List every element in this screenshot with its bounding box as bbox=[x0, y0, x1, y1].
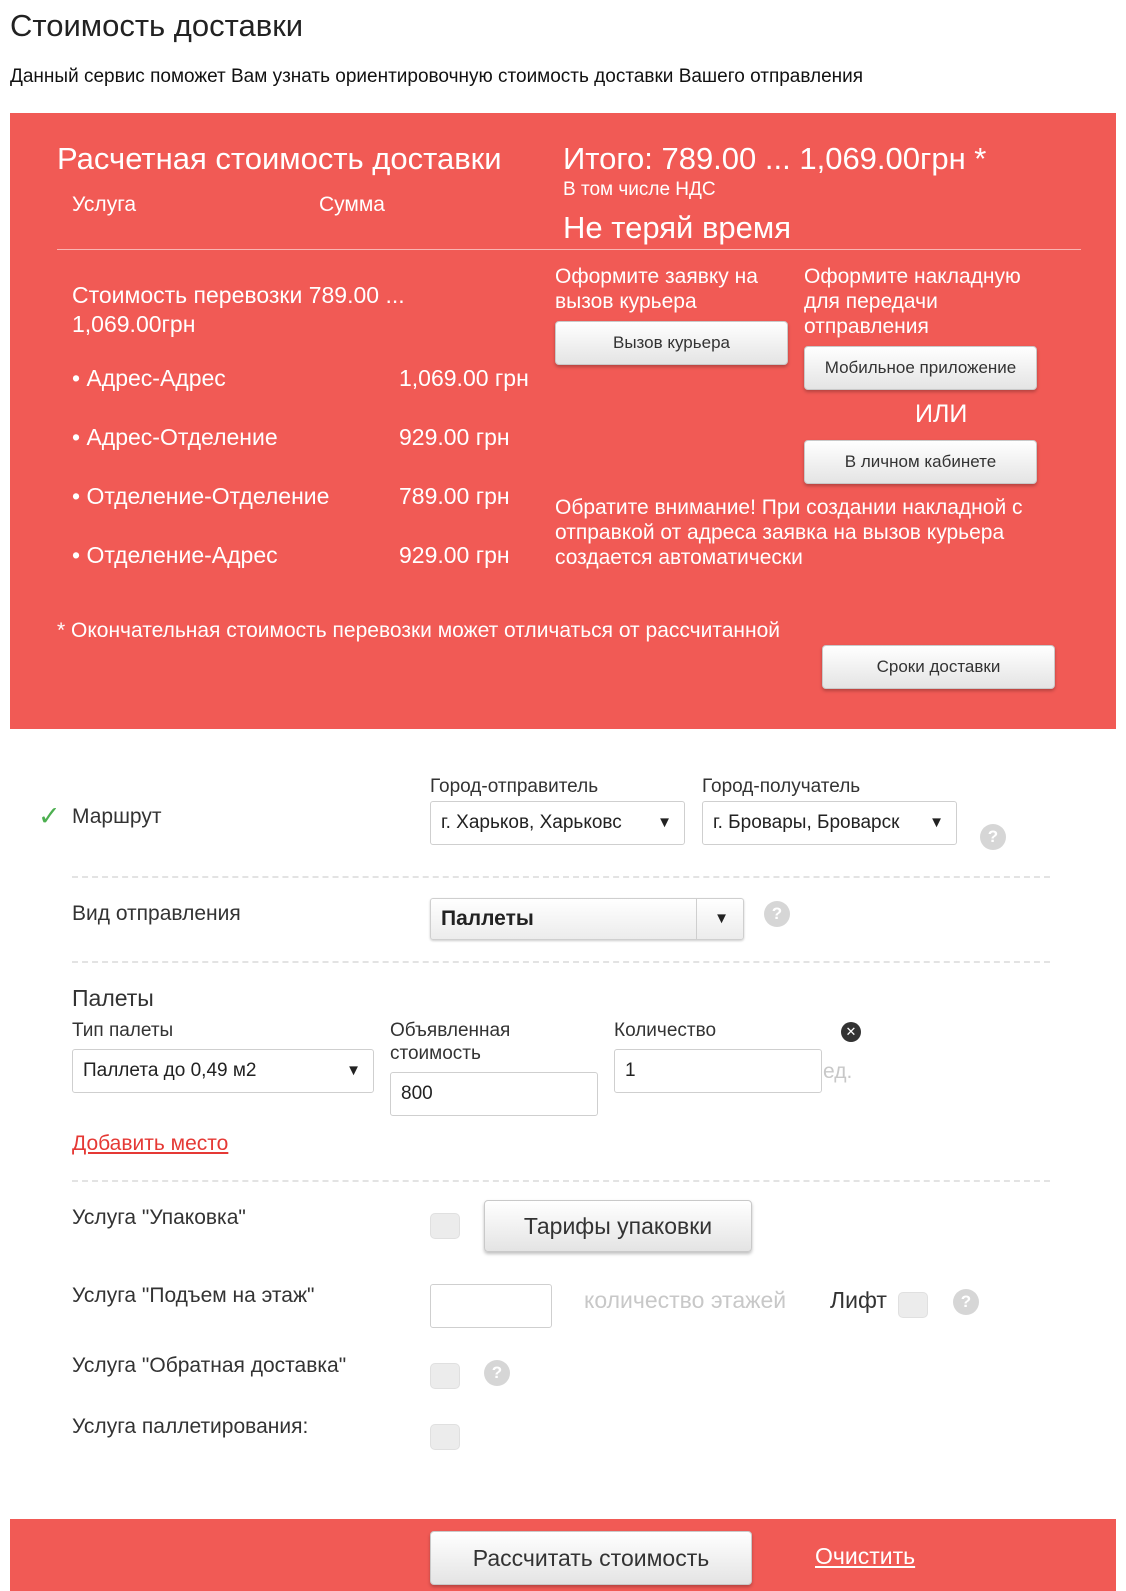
palletizing-label: Услуга паллетирования: bbox=[72, 1415, 309, 1438]
floor-label: Услуга "Подъем на этаж" bbox=[72, 1284, 315, 1307]
price-footnote: * Окончательная стоимость перевозки может отличаться от рассчитанной bbox=[57, 619, 780, 642]
packing-tariffs-button[interactable]: Тарифы упаковки bbox=[484, 1200, 752, 1252]
promo-heading: Не теряй время bbox=[563, 210, 791, 245]
shipment-type-select[interactable] bbox=[430, 898, 744, 940]
chevron-down-icon: ▼ bbox=[346, 1062, 361, 1079]
chevron-down-icon: ▼ bbox=[929, 814, 944, 831]
divider bbox=[72, 876, 1050, 878]
receiver-city-label: Город-получатель bbox=[702, 776, 861, 797]
receiver-city-select[interactable] bbox=[702, 801, 957, 845]
pallet-type-select[interactable] bbox=[72, 1049, 374, 1093]
palletizing-checkbox[interactable] bbox=[430, 1424, 460, 1450]
rate-row bbox=[72, 483, 552, 510]
rate-row bbox=[72, 365, 552, 392]
pallet-type-label: Тип палеты bbox=[72, 1020, 174, 1041]
action-bar bbox=[10, 1519, 1116, 1591]
receiver-city-value: г. Бровары, Броварск bbox=[713, 812, 900, 833]
personal-cabinet-button[interactable]: В личном кабинете bbox=[804, 440, 1037, 484]
page-subtitle: Данный сервис поможет Вам узнать ориентировочную стоимость доставки Вашего отправления bbox=[10, 66, 864, 87]
call-courier-button[interactable]: Вызов курьера bbox=[555, 321, 788, 365]
pallets-heading: Палеты bbox=[72, 985, 154, 1011]
lift-label: Лифт bbox=[830, 1287, 887, 1313]
result-title: Расчетная стоимость доставки bbox=[57, 141, 502, 176]
rate-amount: 1,069.00 грн bbox=[399, 365, 529, 391]
column-sum-header: Сумма bbox=[319, 193, 385, 216]
delivery-terms-button[interactable]: Сроки доставки bbox=[822, 645, 1055, 689]
result-panel bbox=[10, 113, 1116, 729]
remove-icon[interactable]: ✕ bbox=[841, 1022, 861, 1042]
lift-checkbox[interactable] bbox=[898, 1292, 928, 1318]
quantity-input[interactable]: 1 bbox=[614, 1049, 822, 1093]
help-icon[interactable]: ? bbox=[764, 901, 790, 927]
calculate-button[interactable]: Рассчитать стоимость bbox=[430, 1531, 752, 1585]
help-icon[interactable]: ? bbox=[980, 824, 1006, 850]
calculator-form bbox=[10, 729, 1116, 1519]
help-icon[interactable]: ? bbox=[953, 1289, 979, 1315]
sender-city-select[interactable] bbox=[430, 801, 685, 845]
waybill-text: Оформите накладную для передачи отправления bbox=[804, 265, 1021, 338]
chevron-down-icon: ▼ bbox=[657, 814, 672, 831]
rate-name: • Отделение-Адрес bbox=[72, 542, 278, 568]
or-text: ИЛИ bbox=[915, 400, 968, 428]
return-delivery-checkbox[interactable] bbox=[430, 1363, 460, 1389]
rate-name: • Адрес-Отделение bbox=[72, 424, 278, 450]
clear-link[interactable]: Очистить bbox=[815, 1543, 916, 1569]
route-label: Маршрут bbox=[72, 805, 162, 828]
add-place-link[interactable]: Добавить место bbox=[72, 1132, 229, 1155]
sender-city-value: г. Харьков, Харьковс bbox=[441, 812, 622, 833]
total-price: Итого: 789.00 ... 1,069.00грн * bbox=[563, 141, 987, 176]
packing-checkbox[interactable] bbox=[430, 1213, 460, 1239]
rate-name: • Отделение-Отделение bbox=[72, 483, 329, 509]
return-delivery-label: Услуга "Обратная доставка" bbox=[72, 1354, 347, 1377]
shipment-type-value: Паллеты bbox=[441, 907, 534, 930]
attention-note: Обратите внимание! При создании накладной с отправкой от адреса заявка на вызов курьера создается автоматически bbox=[555, 496, 1023, 569]
declared-value-input[interactable]: 800 bbox=[390, 1072, 598, 1116]
divider bbox=[72, 961, 1050, 963]
rate-amount: 929.00 грн bbox=[399, 424, 510, 450]
declared-value-label: Объявленная стоимость bbox=[390, 1020, 511, 1064]
column-service-header: Услуга bbox=[72, 193, 137, 216]
select-divider bbox=[696, 899, 697, 939]
rate-name: • Адрес-Адрес bbox=[72, 365, 226, 391]
mobile-app-button[interactable]: Мобильное приложение bbox=[804, 346, 1037, 390]
check-icon: ✓ bbox=[38, 801, 61, 831]
divider bbox=[57, 249, 1081, 250]
shipment-type-label: Вид отправления bbox=[72, 902, 241, 925]
help-icon[interactable]: ? bbox=[484, 1360, 510, 1386]
rate-amount: 789.00 грн bbox=[399, 483, 510, 509]
floors-input[interactable] bbox=[430, 1284, 552, 1328]
packing-label: Услуга "Упаковка" bbox=[72, 1206, 246, 1229]
courier-text: Оформите заявку на вызов курьера bbox=[555, 265, 758, 313]
divider bbox=[72, 1180, 1050, 1182]
sender-city-label: Город-отправитель bbox=[430, 776, 599, 797]
unit-label: ед. bbox=[823, 1060, 853, 1083]
quantity-label: Количество bbox=[614, 1020, 717, 1041]
rate-amount: 929.00 грн bbox=[399, 542, 510, 568]
rate-row bbox=[72, 424, 552, 451]
vat-note: В том числе НДС bbox=[563, 179, 716, 200]
chevron-down-icon: ▼ bbox=[714, 910, 729, 927]
floors-placeholder: количество этажей bbox=[584, 1287, 787, 1313]
transport-cost: Стоимость перевозки 789.00 ... 1,069.00грн bbox=[72, 282, 405, 337]
pallet-type-value: Паллета до 0,49 м2 bbox=[83, 1060, 257, 1081]
page-title: Стоимость доставки bbox=[10, 8, 304, 43]
rate-row bbox=[72, 542, 552, 569]
